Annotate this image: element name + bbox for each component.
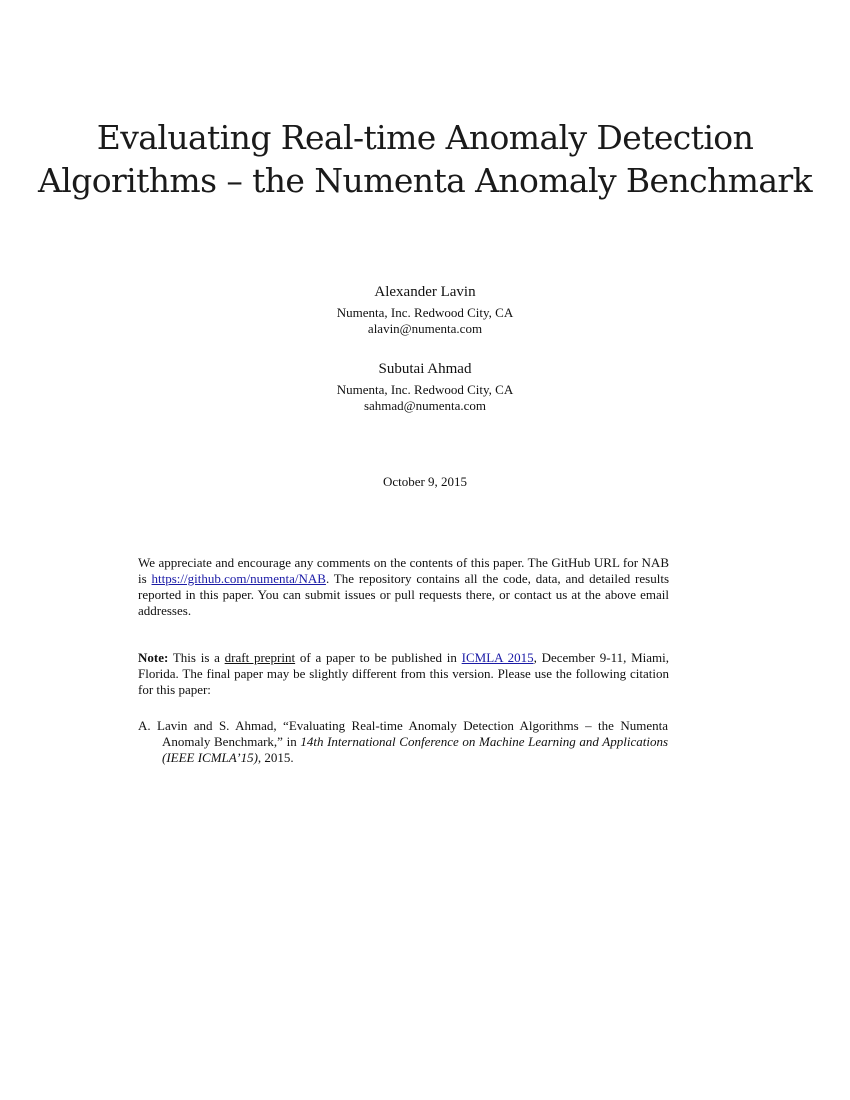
draft-preprint-text: draft preprint (224, 650, 296, 665)
author-affiliation: Numenta, Inc. Redwood City, CA (336, 382, 514, 397)
comments-paragraph (138, 555, 669, 619)
github-link[interactable]: https://github.com/numenta/NAB (151, 571, 326, 586)
author-block-1 (0, 283, 850, 337)
citation-entry (138, 718, 668, 766)
citation-authors: A. Lavin and S. Ahmad, “Evaluating Real-time Anomaly Detection Algorithms – the Numenta Anomaly Benchmark,” in (138, 718, 668, 749)
author-email: alavin@numenta.com (367, 321, 483, 336)
comments-text-2: . The repository contains all the code, data, and detailed results reported in this paper. You can submit issues or pull requests there, or contact us at the above email addresses. (138, 571, 670, 618)
paper-title (0, 116, 850, 202)
citation-venue: 14th International Conference on Machine Learning and Applications (IEEE ICMLA’15) (162, 734, 669, 765)
title-line-2: Algorithms – the Numenta Anomaly Benchmark (37, 161, 812, 200)
comments-text-1: We appreciate and encourage any comments on the contents of this paper. The GitHub URL for NAB is (138, 555, 669, 586)
author-name: Subutai Ahmad (378, 361, 472, 377)
note-label: Note: (138, 650, 169, 665)
note-text-1: This is a (168, 650, 225, 665)
title-line-1: Evaluating Real-time Anomaly Detection (96, 118, 754, 157)
publication-date: October 9, 2015 (382, 474, 468, 489)
citation-year: , 2015. (257, 750, 294, 765)
note-text-3: , December 9-11, Miami, Florida. The final paper may be slightly different from this version. Please use the following citation for this paper: (138, 650, 670, 697)
icmla-link[interactable]: ICMLA 2015 (461, 650, 534, 665)
author-email: sahmad@numenta.com (363, 398, 487, 413)
note-paragraph (138, 650, 669, 698)
note-text-2: of a paper to be published in (295, 650, 462, 665)
author-block-2 (0, 360, 850, 414)
author-name: Alexander Lavin (374, 284, 476, 300)
author-affiliation: Numenta, Inc. Redwood City, CA (336, 305, 514, 320)
